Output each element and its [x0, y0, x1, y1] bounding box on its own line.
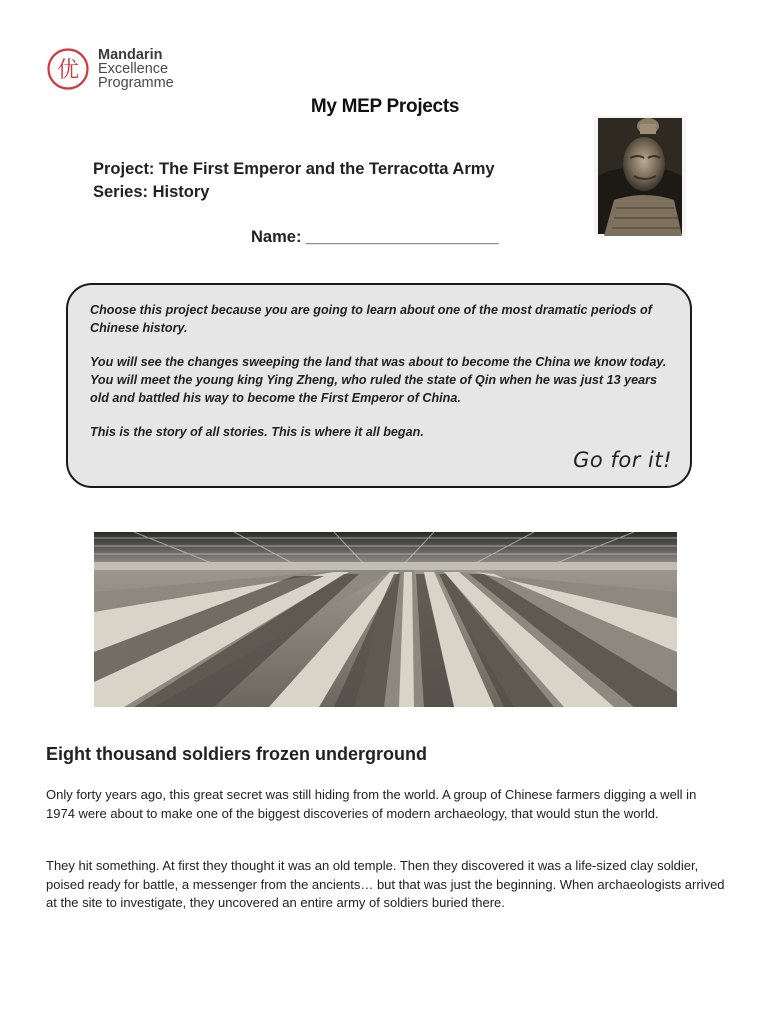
section-paragraph-1: Only forty years ago, this great secret was still hiding from the world. A group of Chinese farmers digging a well in 1974 were about to make one of the biggest discoveries of modern archaeology, that would stun the world. — [46, 787, 697, 821]
intro-callout — [66, 283, 692, 488]
terracotta-warrior-photo — [594, 116, 686, 236]
logo-wordmark — [98, 48, 174, 90]
logo-line-2: Excellence — [98, 61, 169, 77]
callout-paragraph-1: Choose this project because you are going to learn about one of the most dramatic periods of Chinese history. — [90, 303, 652, 335]
project-line: Project: The First Emperor and the Terracotta Army — [93, 160, 495, 178]
callout-paragraph-2: You will see the changes sweeping the land that was about to become the China we know today. You will meet the young king Ying Zheng, who ruled the state of Qin when he was just 13 years old and battled his way to become the First Emperor of China. — [90, 355, 667, 405]
logo-glyph: 优 — [56, 58, 80, 83]
go-for-it-text: Go for it! — [573, 448, 672, 472]
section-paragraph-2: They hit something. At first they thought it was an old temple. Then they discovered it was a life-sized clay soldier, poised ready for battle, a messenger from the ancients… but that was just the beginning. When archaeologists arrived at the site to investigate, they uncovered an entire army of soldiers buried there. — [46, 858, 725, 910]
series-line: Series: History — [93, 183, 210, 201]
logo-line-3: Programme — [98, 75, 174, 91]
name-field[interactable]: Name: _____________________ — [251, 228, 499, 246]
section-heading: Eight thousand soldiers frozen underground — [46, 744, 427, 764]
page-title: My MEP Projects — [310, 96, 460, 117]
terracotta-army-photo — [94, 532, 677, 707]
project-info — [93, 158, 495, 204]
logo-line-1: Mandarin — [98, 47, 163, 63]
mep-logo — [46, 46, 196, 92]
mep-logo-mark — [46, 47, 90, 91]
callout-paragraph-3: This is the story of all stories. This is where it all began. — [90, 425, 424, 439]
